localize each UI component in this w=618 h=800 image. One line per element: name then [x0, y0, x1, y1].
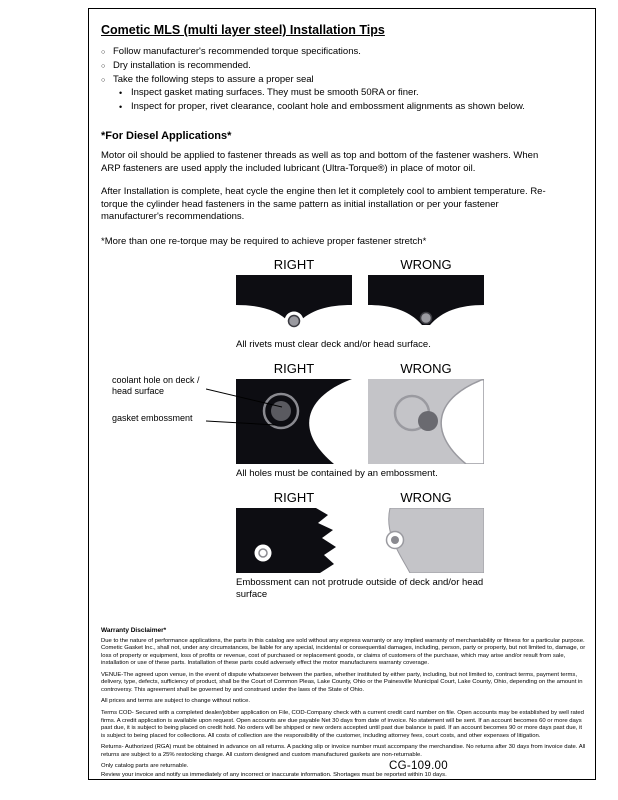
diesel-paragraph-1: Motor oil should be applied to fastener threads as well as top and bottom of the fastener washers. When ARP fasteners are used apply the included lubricant (Ultra-Torque®) in place of motor oil. — [101, 150, 539, 174]
diesel-paragraph-2: After Installation is complete, heat cycle the engine then let it completely cool to ambient temperature. Re-torque the cylinder head fasteners in the same pattern as initial installation or per your fastener manufacturer's recommendations. — [101, 185, 546, 223]
warranty-section — [101, 627, 587, 780]
diagram-row-embossment — [112, 361, 496, 480]
right-label: RIGHT — [273, 257, 315, 273]
sub-list-item: • Inspect gasket mating surfaces. They must be smooth 50RA or finer. — [119, 87, 587, 100]
list-item: ○ Take the following steps to assure a proper seal — [101, 74, 587, 87]
tips-list — [101, 46, 587, 114]
diagram-row-rivets — [236, 257, 496, 351]
gasket-embossment-label: gasket embossment — [112, 413, 193, 423]
diagram-protrusion-wrong — [368, 508, 484, 573]
warranty-heading: Warranty Disclaimer* — [101, 626, 167, 634]
sub-list-item: • Inspect for proper, rivet clearance, coolant hole and embossment alignments as shown below. — [119, 101, 587, 114]
warranty-paragraph: Returns- Authorized (RGA) must be obtained in advance on all returns. A packing slip or invoice number must accompany the merchandise. No returns after 30 days from invoice date. All returns are subject to a 25% restocking charge. All custom designed and custom manufactured gaskets are non-returnable. — [101, 744, 586, 758]
diagram-caption: All holes must be contained by an embossment. — [236, 468, 438, 479]
document-number: CG-109.00 — [389, 760, 448, 772]
warranty-paragraph: All prices and terms are subject to change without notice. — [101, 698, 250, 705]
list-item: ○ Dry installation is recommended. — [101, 60, 587, 73]
warranty-paragraph: Only catalog parts are returnable. — [101, 763, 189, 770]
retorque-note: *More than one re-torque may be required to achieve proper fastener stretch* — [101, 236, 427, 248]
diagram-embossment-right — [236, 379, 352, 464]
warranty-paragraph: Review your invoice and notify us immediately of any incorrect or inaccurate information. Shortages must be reported within 10 days. — [101, 771, 447, 778]
wrong-label: WRONG — [400, 257, 452, 273]
diagram-caption: Embossment can not protrude outside of deck and/or head surface — [236, 576, 484, 600]
warranty-paragraph: Terms COD- Secured with a completed dealer/jobber application on File, COD-Company check with a current credit card number on file. Open accounts may be established by well rated firms. A credit application is available upon request. Open accounts are due payable Net 30 days from date of invoice. No statement will be sent. If an account becomes 60 or more days past due, it is subject to being placed on credit hold. No orders will be shipped or new orders accepted until past due balance is paid. If an account becomes 90 or more days past due, it is subject to being placed for collections. All costs of collection are the responsibility of the customer, including attorney fees, court costs, and other expenses of litigation. — [101, 710, 584, 739]
diesel-heading: *For Diesel Applications* — [101, 130, 232, 143]
warranty-paragraph: VENUE-The agreed upon venue, in the event of dispute whatsoever between the parties, whether instituted by either party, including, but not limited to, contract terms, payment terms, delivery, type, defects, sufficiency of product, shall be the Court of Common Pleas, Lake County, Ohio or the Painesville Municipal Court, Lake County, Ohio, depending on the amount in controversy. This agreement shall be governed by and construed under the laws of the State of Ohio. — [101, 671, 583, 693]
list-item: ○ Follow manufacturer's recommended torque specifications. — [101, 46, 587, 59]
wrong-label: WRONG — [400, 361, 452, 376]
diagram-row-protrusion — [236, 490, 496, 601]
diagram-embossment-wrong — [368, 379, 484, 464]
document-page — [88, 8, 596, 780]
diagram-caption: All rivets must clear deck and/or head surface. — [236, 339, 431, 351]
diagram-rivet-wrong — [368, 275, 484, 335]
diagram-protrusion-right — [236, 508, 352, 573]
page-title: Cometic MLS (multi layer steel) Installation Tips — [101, 23, 385, 37]
right-label: RIGHT — [273, 361, 315, 376]
right-label: RIGHT — [273, 489, 315, 505]
diagram-section — [112, 257, 496, 601]
wrong-label: WRONG — [400, 489, 452, 505]
diagram-rivet-right — [236, 275, 352, 335]
warranty-paragraph: Due to the nature of performance applications, the parts in this catalog are sold without any express warranty or any implied warranty of merchantability or fitness for a particular purpose. Cometic Gasket Inc., shall not, under any circumstances, be liable for any special, incidental or consequential damages, including, person, party or property, but not limited to, damage, or loss of property or equipment, loss of profits or revenue, cost of purchased or replacement goods, or claims of customers of the purchase, which may arise and/or result from sale, installation or use of these parts. Installation of these parts could adversely effect the motor manufacturers warranty coverage. — [101, 637, 586, 667]
coolant-hole-label: coolant hole on deck / head surface — [112, 375, 200, 396]
